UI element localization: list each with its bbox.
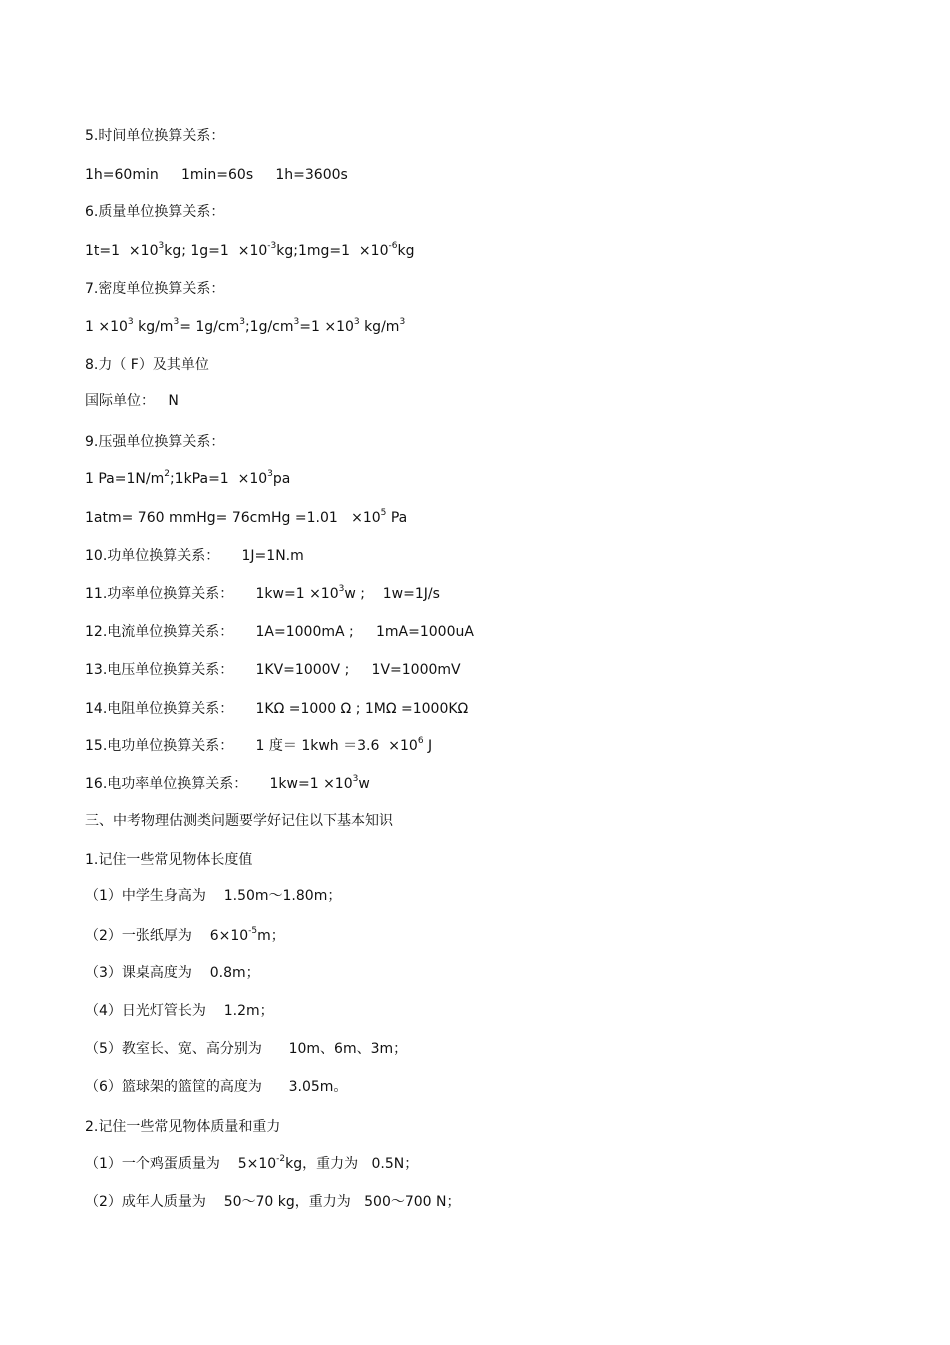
line-text: 1.记住一些常见物体长度值	[85, 852, 253, 868]
doc-line-3	[85, 242, 414, 260]
doc-line-13	[85, 623, 474, 641]
doc-line-18	[85, 812, 393, 830]
line-text: 9.压强单位换算关系：	[85, 434, 225, 450]
line-text: 12.电流单位换算关系： 1A=1000mA ; 1mA=1000uA	[85, 624, 474, 640]
line-text: 14.电阻单位换算关系： 1KΩ =1000 Ω ; 1MΩ =1000KΩ	[85, 701, 469, 717]
doc-line-28	[85, 1193, 461, 1211]
exponent: 3	[338, 584, 345, 595]
line-text: 1 ×10	[85, 319, 128, 335]
exponent: 2	[164, 469, 170, 480]
exponent: -3	[267, 241, 277, 252]
line-text: （6）篮球架的篮筐的高度为 3.05m。	[85, 1079, 348, 1095]
exponent: 3	[239, 317, 245, 328]
exponent: 3	[267, 469, 273, 480]
line-text: 2.记住一些常见物体质量和重力	[85, 1119, 281, 1135]
line-text: 1 Pa=1N/m	[85, 471, 165, 487]
line-text: 1t=1 ×10	[85, 243, 159, 259]
line-text: 1h=60min 1min=60s 1h=3600s	[85, 167, 348, 183]
line-text: 8.力（ F）及其单位	[85, 357, 209, 373]
line-text: （5）教室长、宽、高分别为 10m、6m、3m；	[85, 1041, 408, 1057]
line-text: （2）一张纸厚为 6×10	[85, 928, 249, 944]
doc-line-7	[85, 392, 179, 410]
doc-line-23	[85, 1002, 274, 1020]
line-text: （4）日光灯管长为 1.2m；	[85, 1003, 274, 1019]
line-text: kg; 1g=1 ×10	[164, 243, 268, 259]
exponent: 3	[353, 317, 360, 328]
doc-line-0	[85, 127, 224, 145]
exponent: 5	[380, 508, 387, 519]
doc-line-19	[85, 851, 252, 869]
line-text: = 1g/cm	[179, 319, 240, 335]
line-text: 国际单位： N	[85, 393, 179, 409]
doc-line-27	[85, 1155, 418, 1173]
doc-line-8	[85, 433, 224, 451]
line-text: w	[358, 776, 370, 792]
exponent: 3	[127, 317, 134, 328]
doc-line-1	[85, 166, 348, 184]
line-text: m；	[257, 928, 285, 944]
line-text: 13.电压单位换算关系： 1KV=1000V ; 1V=1000mV	[85, 662, 461, 678]
doc-line-6	[85, 356, 209, 374]
exponent: 3	[293, 317, 300, 328]
doc-line-17	[85, 775, 370, 793]
doc-line-12	[85, 585, 440, 603]
line-text: ;1kPa=1 ×10	[169, 471, 268, 487]
line-text: 16.电功率单位换算关系： 1kw=1 ×10	[85, 776, 353, 792]
line-text: 6.质量单位换算关系：	[85, 204, 225, 220]
exponent: -6	[388, 241, 398, 252]
line-text: 10.功单位换算关系： 1J=1N.m	[85, 548, 304, 564]
exponent: -2	[276, 1154, 286, 1165]
doc-line-24	[85, 1040, 407, 1058]
exponent: 3	[399, 317, 406, 328]
exponent: 3	[158, 241, 165, 252]
line-text: （1）一个鸡蛋质量为 5×10	[85, 1156, 277, 1172]
exponent: -5	[248, 926, 258, 937]
doc-line-10	[85, 509, 407, 527]
doc-line-20	[85, 887, 341, 905]
line-text: kg/m	[133, 319, 174, 335]
line-text: 7.密度单位换算关系：	[85, 281, 225, 297]
exponent: 3	[352, 774, 359, 785]
doc-line-2	[85, 203, 224, 221]
doc-line-16	[85, 737, 432, 755]
doc-line-11	[85, 547, 304, 565]
doc-line-9	[85, 470, 290, 488]
doc-line-22	[85, 964, 260, 982]
line-text: Pa	[386, 510, 408, 526]
line-text: kg/m	[359, 319, 400, 335]
line-text: （3）课桌高度为 0.8m；	[85, 965, 260, 981]
line-text: 15.电功单位换算关系： 1 度＝ 1kwh ＝3.6 ×10	[85, 738, 418, 754]
line-text: =1 ×10	[299, 319, 354, 335]
line-text: （1）中学生身高为 1.50m～1.80m；	[85, 888, 342, 904]
doc-line-25	[85, 1078, 347, 1096]
line-text: kg，重力为 0.5N；	[285, 1156, 419, 1172]
line-text: kg;1mg=1 ×10	[276, 243, 389, 259]
doc-line-26	[85, 1118, 280, 1136]
line-text: pa	[272, 471, 291, 487]
line-text: ;1g/cm	[244, 319, 294, 335]
line-text: J	[423, 738, 433, 754]
line-text: 11.功率单位换算关系： 1kw=1 ×10	[85, 586, 339, 602]
line-text: （2）成年人质量为 50～70 kg，重力为 500～700 N；	[85, 1194, 461, 1210]
line-text: 5.时间单位换算关系：	[85, 128, 225, 144]
line-text: 1atm= 760 mmHg= 76cmHg =1.01 ×10	[85, 510, 381, 526]
doc-line-5	[85, 318, 405, 336]
exponent: 6	[417, 736, 424, 747]
doc-line-4	[85, 280, 224, 298]
line-text: 三、中考物理估测类问题要学好记住以下基本知识	[85, 813, 393, 829]
exponent: 3	[173, 317, 180, 328]
doc-line-14	[85, 661, 461, 679]
line-text: kg	[397, 243, 415, 259]
doc-line-15	[85, 700, 468, 718]
doc-line-21	[85, 927, 285, 945]
line-text: w ; 1w=1J/s	[344, 586, 440, 602]
